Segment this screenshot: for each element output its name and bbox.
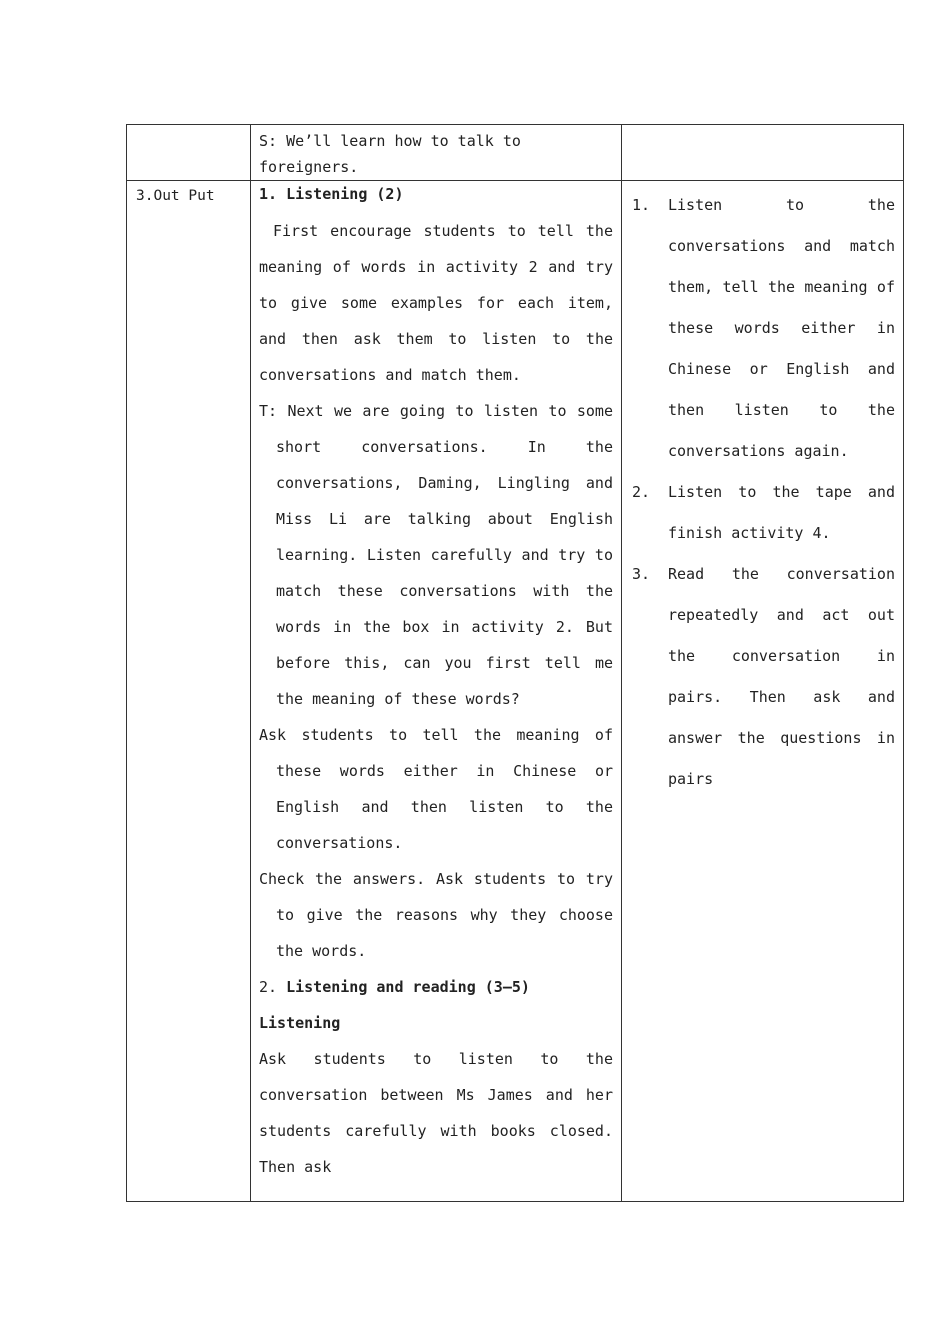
stage-cell [127, 181, 251, 1202]
section-title: Listening and reading (3—5) [286, 978, 530, 996]
lesson-plan-table [126, 124, 904, 1202]
subsection-heading: Listening [259, 1014, 341, 1032]
student-activity-cell [622, 181, 904, 1202]
paragraph: Ask students to tell the meaning of these words either in Chinese or English and then listen to the conversations. [259, 726, 613, 852]
list-number: 1. [631, 196, 650, 214]
list-item [622, 554, 895, 800]
section-heading [259, 181, 613, 207]
list-item [622, 472, 895, 554]
section-title: Listening (2) [286, 185, 404, 203]
table-row [127, 181, 904, 1202]
section-number: 2. [259, 978, 278, 996]
paragraph: Check the answers. Ask students to try to give the reasons why they choose the words. [259, 870, 613, 960]
list-number: 2. [631, 483, 650, 501]
list-number: 3. [631, 565, 650, 583]
list-item [622, 185, 895, 472]
paragraph: First encourage students to tell the meaning of words in activity 2 and try to give some examples for each item, and then ask them to listen to the conversations and match them. [259, 222, 613, 384]
stage-text [127, 125, 250, 128]
student-activity-text [622, 125, 903, 128]
section-heading [259, 969, 613, 1005]
paragraph: T: Next we are going to listen to some short conversations. In the conversations, Daming, Lingling and Miss Li are talking about English learning. Listen carefully and try to match these conversations with the words in the box in activity 2. But before this, can you first tell me the meaning of these words? [259, 402, 613, 708]
list-text: Read the conversation repeatedly and act out the conversation in pairs. Then ask and answer the questions in pairs [668, 565, 895, 788]
paragraph: Ask students to listen to the conversation between Ms James and her students carefully with books closed. Then ask [259, 1050, 613, 1176]
list-text: Listen to the conversations and match them, tell the meaning of these words either in Chinese or English and then listen to the conversations again. [668, 196, 895, 460]
teacher-activity-cell [251, 181, 622, 1202]
student-activity-list [622, 181, 903, 800]
stage-label: 3.Out Put [136, 188, 215, 204]
teacher-activity-text: S: We’ll learn how to talk to foreigners. [259, 132, 521, 176]
list-text: Listen to the tape and finish activity 4. [668, 483, 895, 542]
stage-cell [127, 125, 251, 181]
student-activity-cell [622, 125, 904, 181]
table-row [127, 125, 904, 181]
section-number: 1. [259, 185, 278, 203]
teacher-activity-cell [251, 125, 622, 181]
